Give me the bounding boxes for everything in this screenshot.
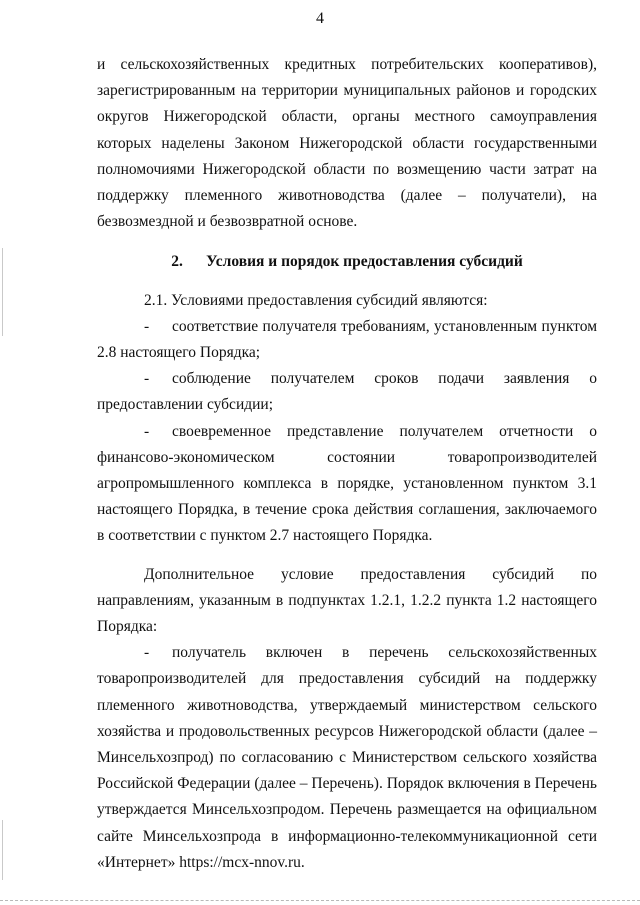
scan-bottom-edge <box>0 900 640 901</box>
condition-text: своевременное представление получателем отчетности о финансово-экономическом состоянии товаропроизводителей агропромышленного комплекса в порядке, установленном пунктом 3.1 настоящего Порядка, в течение срока действия соглашения, заключаемого в соответствии с пунктом 2.7 настоящего Порядка. <box>97 422 597 545</box>
recipient-text: получатель включен в перечень сельскохозяйственных товаропроизводителей для предоставления субсидий на поддержку племенного животноводства, утверждаемый министерством сельского хозяйства и продовольственных ресурсов Нижегородской области (далее – Минсельхозпрод) по согласованию с Министерством сельского хозяйства Российской Федерации (далее – Перечень). Порядок включения в Перечень утверждается Минсельхозпродом. Перечень размещается на официальном сайте Минсельхозпрода в информационно-телекоммуникационной сети «Интернет» https://mcx-nnov.ru. <box>97 644 597 871</box>
list-dash: - <box>144 370 150 388</box>
document-body <box>97 52 597 876</box>
condition-item <box>97 419 597 550</box>
list-dash: - <box>144 422 150 440</box>
page-number: 4 <box>316 10 324 27</box>
condition-text: соблюдение получателем сроков подачи заявления о предоставлении субсидии; <box>97 370 597 414</box>
scan-edge-mark <box>2 248 3 336</box>
list-dash: - <box>144 644 150 662</box>
scan-edge-mark <box>2 820 3 880</box>
additional-condition-paragraph: Дополнительное условие предоставления субсидий по направлениям, указанным в подпунктах 1.2.1, 1.2.2 пункта 1.2 настоящего Порядка: <box>97 565 597 636</box>
clause-2-1: 2.1. Условиями предоставления субсидий являются: <box>144 291 488 309</box>
list-dash: - <box>144 317 150 335</box>
condition-item <box>97 314 597 366</box>
recipient-item <box>97 640 597 876</box>
condition-item <box>97 366 597 418</box>
condition-text: соответствие получателя требованиям, установленным пунктом 2.8 настоящего Порядка; <box>97 317 597 362</box>
section-heading: 2. Условия и порядок предоставления субсидий <box>171 253 523 271</box>
paragraph-gap <box>97 550 597 562</box>
intro-paragraph: и сельскохозяйственных кредитных потребительских кооперативов), зарегистрированным на территории муниципальных районов и городских округов Нижегородской области, органы местного самоуправления которых наделены Законом Нижегородской области государственными полномочиями Нижегородской области по возмещению части затрат на поддержку племенного животноводства (далее – получатели), на безвозмездной и безвозвратной основе. <box>97 56 597 231</box>
